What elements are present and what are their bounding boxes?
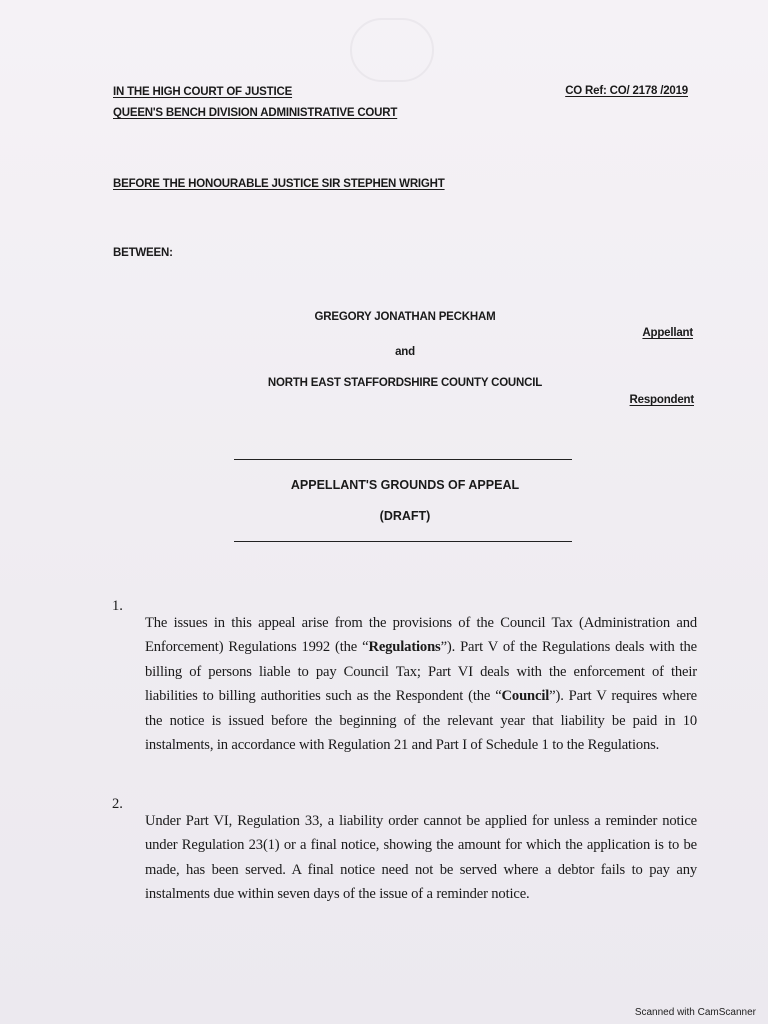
- respondent-name: NORTH EAST STAFFORDSHIRE COUNTY COUNCIL: [267, 377, 543, 389]
- court-division: QUEEN'S BENCH DIVISION ADMINISTRATIVE COURT: [113, 107, 398, 119]
- case-reference: CO Ref: CO/ 2178 /2019: [565, 85, 688, 97]
- paragraph-2: Under Part VI, Regulation 33, a liability order cannot be applied for unless a reminder notice under Regulation 23(1) or a final notice, showing the amount for which the application is to be made, has been served. A final notice need not be served where a debtor fails to pay any instalments due within seven days of the issue of a reminder notice.: [145, 812, 697, 903]
- between-label: BETWEEN:: [113, 247, 173, 259]
- title-rule-top: [234, 459, 572, 460]
- appellant-name: GREGORY JONATHAN PECKHAM: [314, 311, 496, 323]
- scanner-watermark: Scanned with CamScanner: [634, 1007, 756, 1018]
- draft-label: (DRAFT): [379, 509, 431, 523]
- paragraph-1: [145, 611, 697, 758]
- defined-term-council: Council: [501, 688, 550, 705]
- document-title: APPELLANT'S GROUNDS OF APPEAL: [290, 478, 520, 492]
- respondent-role: Respondent: [629, 394, 694, 406]
- paragraph-1-text: The issues in this appeal arise from the provisions of the Council Tax (Administration and Enforcement) Regulations 1992 (the “: [145, 614, 697, 656]
- title-rule-bottom: [234, 541, 572, 542]
- appellant-role: Appellant: [642, 327, 693, 339]
- show-through-crest: [350, 18, 434, 82]
- paragraph-1-text: ”). Part V requires where the notice is issued before the beginning of the relevant year that liability be paid in 10 instalments, in accordance with Regulation 21 and Part I of Schedule 1 to the Regulations.: [145, 688, 697, 754]
- judge-line: BEFORE THE HONOURABLE JUSTICE SIR STEPHEN WRIGHT: [113, 178, 445, 190]
- paragraph-1-text: ”). Part V of the Regulations deals with the billing of persons liable to pay Council Tax; Part VI deals with the enforcement of their liabilities to billing authorities such as the Respondent (the “: [145, 639, 698, 705]
- and-label: and: [395, 346, 415, 358]
- paragraph-number: 2.: [112, 796, 123, 812]
- defined-term-regulations: Regulations: [368, 639, 441, 656]
- court-name: IN THE HIGH COURT OF JUSTICE: [113, 86, 293, 98]
- paragraph-number: 1.: [112, 598, 123, 614]
